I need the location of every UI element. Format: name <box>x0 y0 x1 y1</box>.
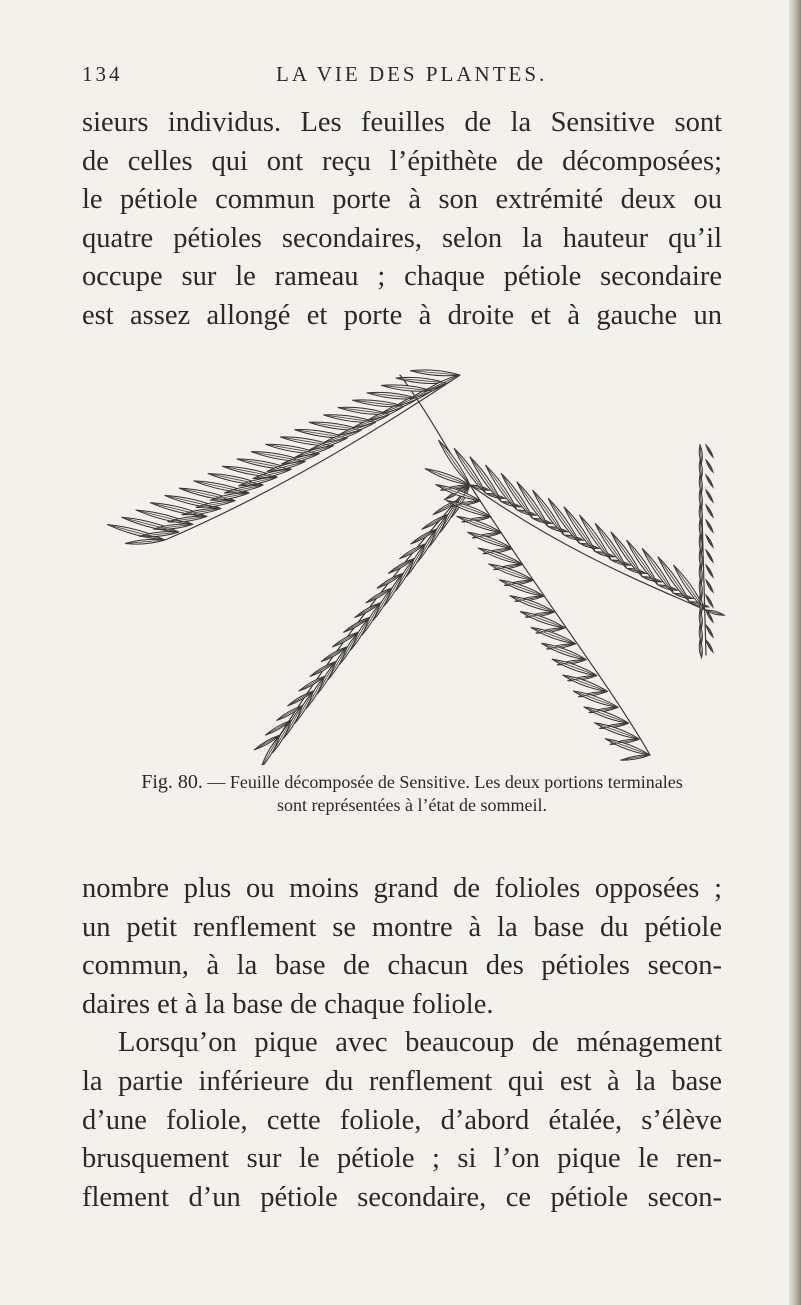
text-line: sieurs individus. Les feuilles de la Sensitive sont <box>82 107 722 138</box>
text-line: d’une foliole, cette foliole, d’abord étalée, s’élève <box>82 1104 722 1136</box>
running-head <box>82 62 720 92</box>
text-line: le pétiole commun porte à son extrémité deux ou <box>82 184 722 216</box>
figure-caption <box>82 771 742 817</box>
text-line: occupe sur le rameau ; chaque pétiole secondaire <box>82 261 722 293</box>
text-line: de celles qui ont reçu l’épithète de décomposées; <box>82 145 722 177</box>
text-line: quatre pétioles secondaires, selon la hauteur qu’il <box>82 222 722 254</box>
text-line: Lorsqu’on pique avec beaucoup de ménagement <box>118 1027 722 1059</box>
text-line: un petit renflement se montre à la base du pétiole <box>82 911 722 943</box>
figure-label: Fig. 80. <box>141 771 203 793</box>
body-text-bottom <box>82 870 792 1217</box>
sensitive-leaf-illustration <box>70 355 750 765</box>
caption-text-2: sont représentées à l’état de sommeil. <box>277 795 547 815</box>
text-line: est assez allongé et porte à droite et à gauche un <box>82 299 722 331</box>
text-line: nombre plus ou moins grand de folioles opposées ; <box>82 873 722 904</box>
text-line: brusquement sur le pétiole ; si l’on pique le ren- <box>82 1143 722 1175</box>
running-title: LA VIE DES PLANTES. <box>276 62 548 86</box>
text-line: commun, à la base de chacun des pétioles secon- <box>82 950 722 982</box>
page-number: 134 <box>82 62 123 86</box>
text-line: la partie inférieure du renflement qui est à la base <box>82 1065 722 1097</box>
body-text-top <box>82 104 792 336</box>
page-edge-shadow <box>789 0 801 1305</box>
caption-text-1: — Feuille décomposée de Sensitive. Les deux portions terminales <box>207 772 683 792</box>
text-line: daires et à la base de chaque foliole. <box>82 988 494 1020</box>
text-line: flement d’un pétiole secondaire, ce pétiole secon- <box>82 1181 722 1213</box>
